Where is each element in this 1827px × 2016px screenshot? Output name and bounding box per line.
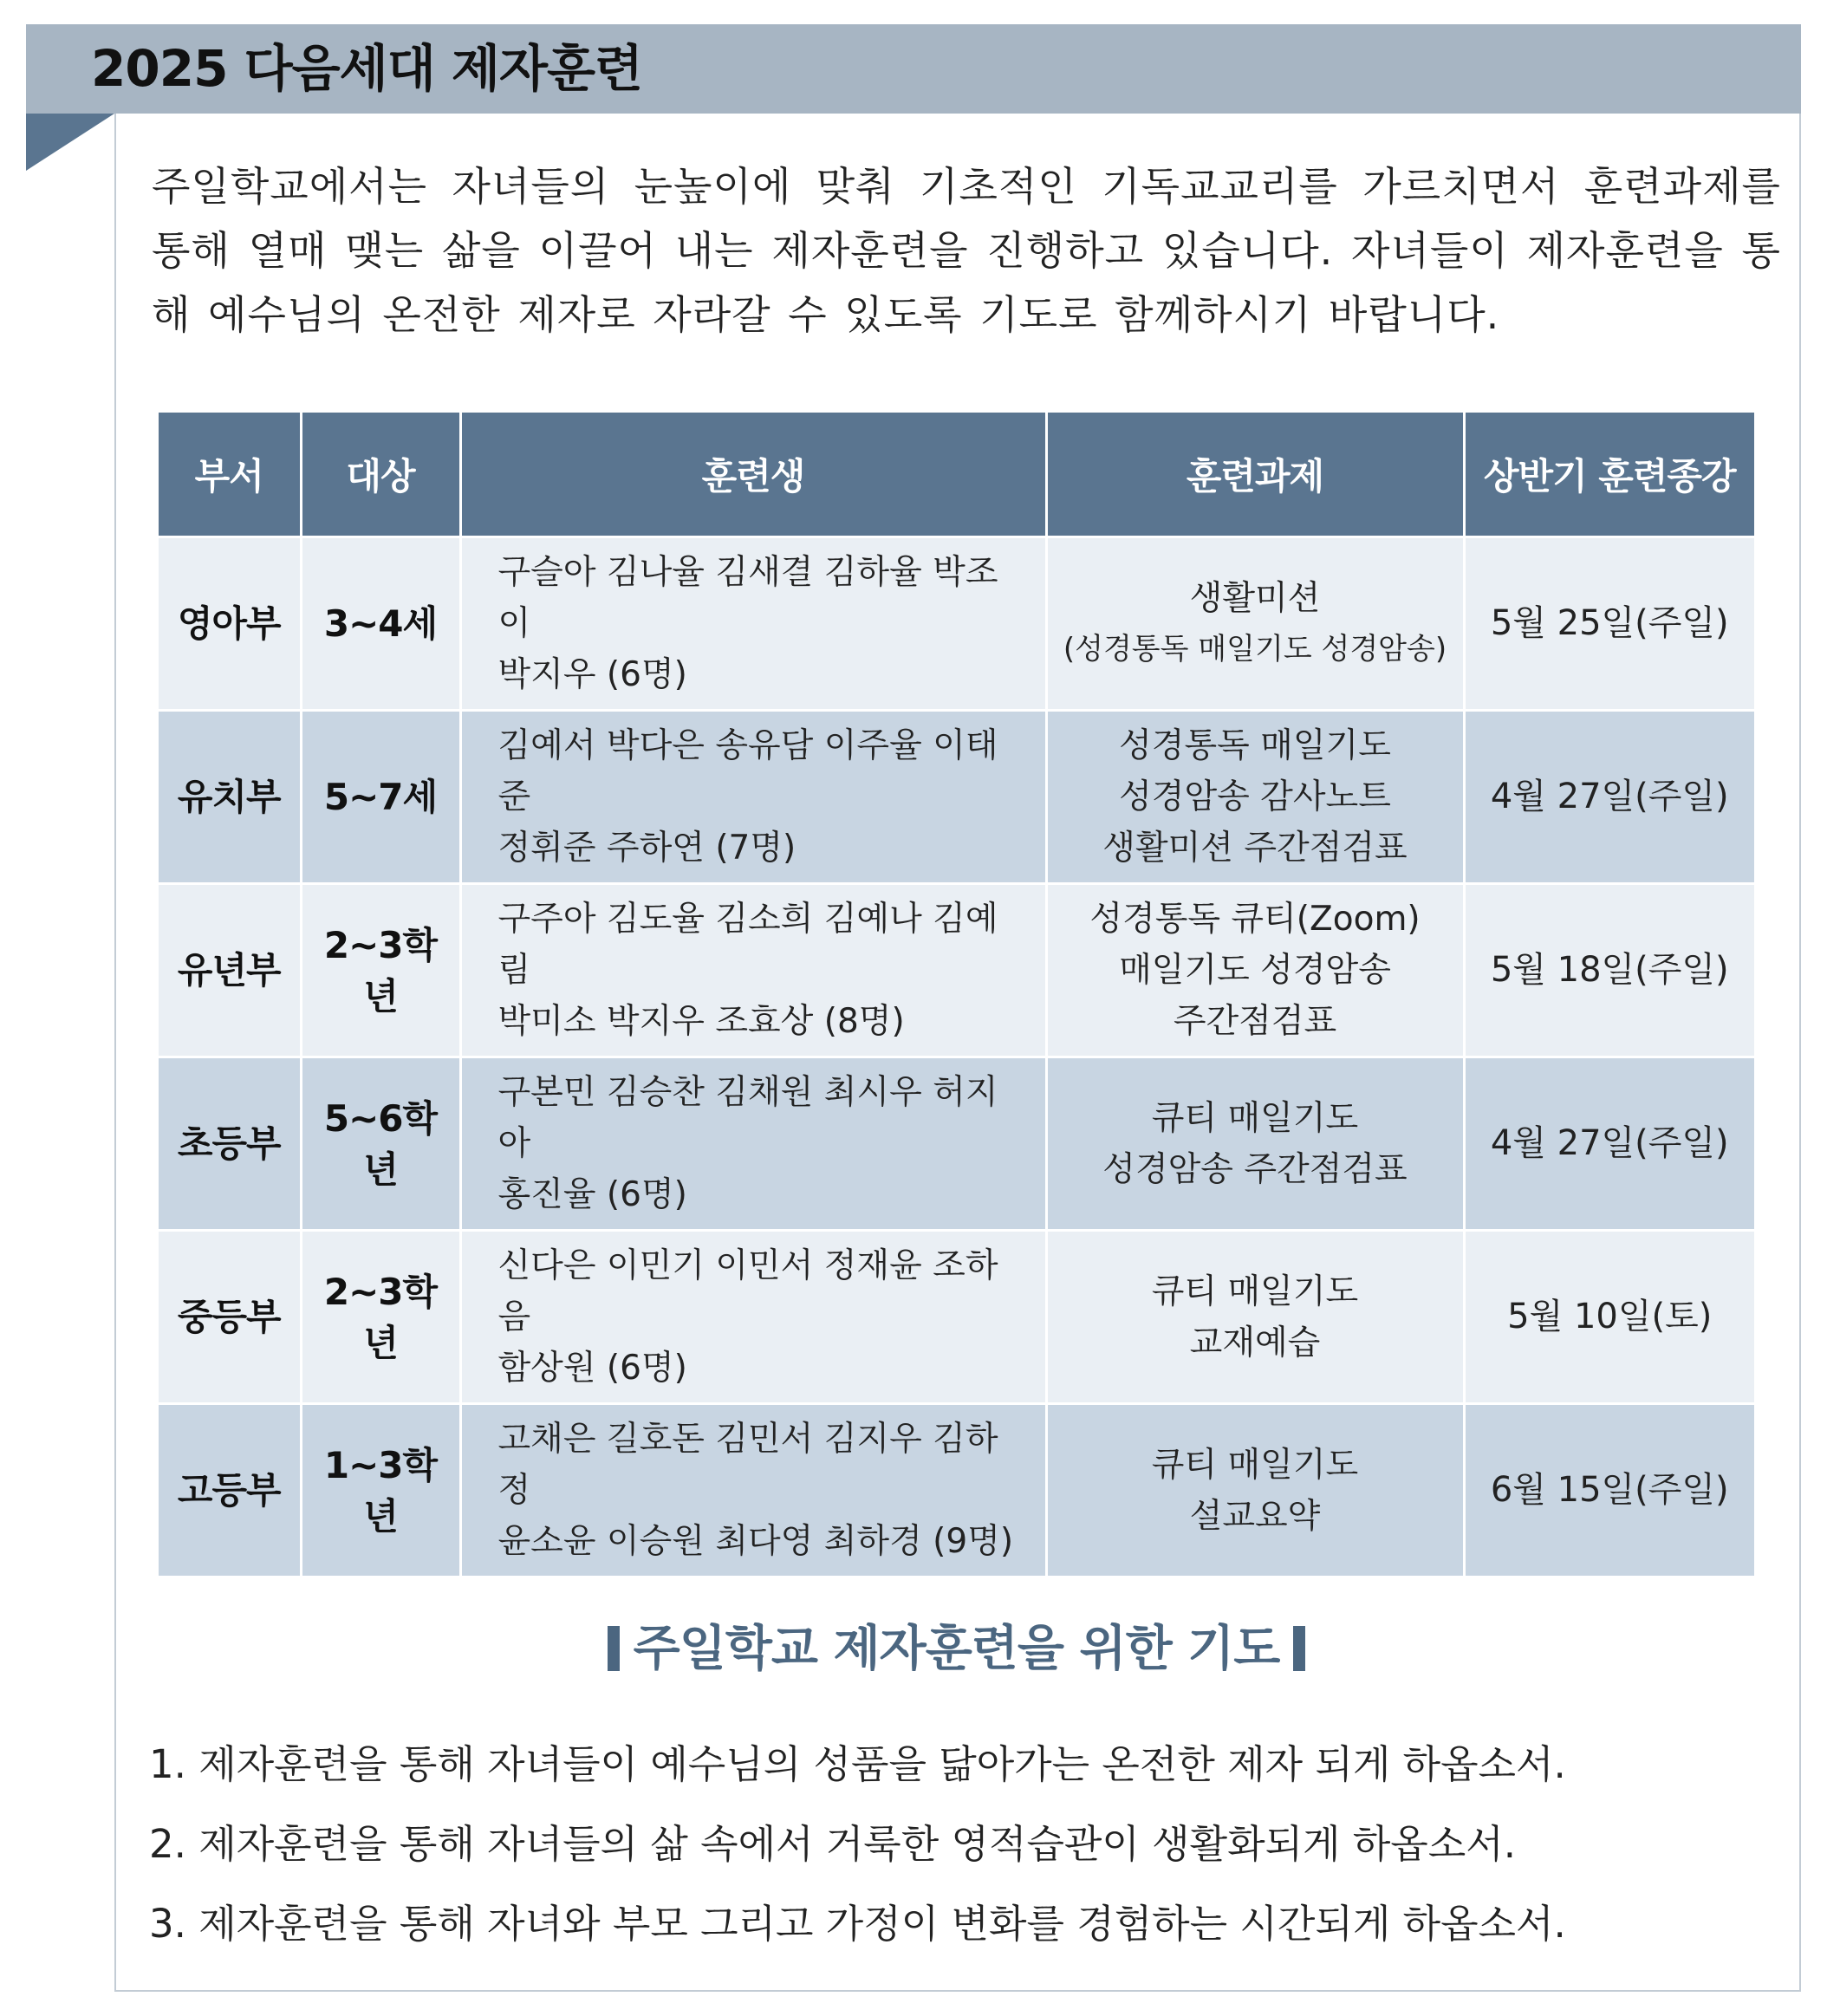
prayer-item: 3. 제자훈련을 통해 자녀와 부모 그리고 가정이 변화를 경험하는 시간되게 하옵소서.: [149, 1901, 1566, 1947]
cell-age: 1~3학년: [301, 1404, 460, 1577]
students-line: 정휘준 주하연 (7명): [497, 829, 796, 868]
task-line: 성경암송 감사노트: [1119, 777, 1391, 816]
students-line: 함상원 (6명): [497, 1349, 687, 1388]
cell-end-date: 4월 27일(주일): [1464, 711, 1754, 884]
training-table: [159, 413, 1754, 1576]
students-line: 박미소 박지우 조효상 (8명): [497, 1002, 905, 1041]
task-line: 생활미션 주간점검표: [1102, 829, 1408, 868]
header-end-date: 상반기 훈련종강: [1464, 413, 1754, 537]
cell-dept: 초등부: [159, 1057, 301, 1231]
task-line: 생활미션: [1189, 578, 1321, 618]
intro-paragraph: 주일학교에서는 자녀들의 눈높이에 맞춰 기초적인 기독교교리를 가르치면서 훈련과제를 통해 열매 맺는 삶을 이끌어 내는 제자훈련을 진행하고 있습니다. 자녀들이 제자훈련을 통해 예수님의 온전한 제자로 자라갈 수 있도록 기도로 함께하시기 바랍니다.: [152, 163, 1781, 338]
cell-dept: 중등부: [159, 1231, 301, 1404]
task-line: 큐티 매일기도: [1151, 1271, 1359, 1311]
cell-dept: 영아부: [159, 537, 301, 711]
cell-end-date: 5월 10일(토): [1464, 1231, 1754, 1404]
cell-task: [1046, 537, 1464, 711]
prayer-item: 2. 제자훈련을 통해 자녀들의 삶 속에서 거룩한 영적습관이 생활화되게 하옵소서.: [149, 1821, 1517, 1867]
task-line: 성경통독 매일기도: [1119, 726, 1391, 765]
task-line: 교재예습: [1189, 1323, 1321, 1362]
task-line: 설교요약: [1189, 1496, 1321, 1536]
task-line: 성경통독 큐티(Zoom): [1089, 900, 1421, 939]
table-body: [159, 537, 1754, 1577]
title-fold-decoration: [26, 114, 114, 171]
cell-students: [460, 711, 1046, 884]
cell-task: [1046, 711, 1464, 884]
task-line: 주간점검표: [1173, 1002, 1337, 1041]
cell-age: 5~7세: [301, 711, 460, 884]
cell-age: 2~3학년: [301, 1231, 460, 1404]
cell-students: [460, 1404, 1046, 1577]
students-line: 홍진율 (6명): [497, 1175, 687, 1214]
task-note: (성경통독 매일기도 성경암송): [1063, 631, 1447, 667]
task-line: 매일기도 성경암송: [1119, 951, 1391, 990]
cell-task: [1046, 1404, 1464, 1577]
table-row: [159, 1057, 1754, 1231]
cell-age: 3~4세: [301, 537, 460, 711]
students-line: 구본민 김승찬 김채원 최시우 허지아: [497, 1073, 998, 1163]
cell-task: [1046, 1057, 1464, 1231]
cell-students: [460, 537, 1046, 711]
prayer-list: [149, 1725, 1778, 1964]
cell-age: 5~6학년: [301, 1057, 460, 1231]
cell-end-date: 4월 27일(주일): [1464, 1057, 1754, 1231]
cell-end-date: 5월 18일(주일): [1464, 884, 1754, 1057]
header-age: 대상: [301, 413, 460, 537]
students-line: 신다은 이민기 이민서 정재윤 조하음: [497, 1246, 998, 1336]
cell-students: [460, 1057, 1046, 1231]
title-band: [26, 24, 1801, 114]
page-title: 2025 다음세대 제자훈련: [91, 39, 643, 98]
cell-dept: 유치부: [159, 711, 301, 884]
header-task: 훈련과제: [1046, 413, 1464, 537]
table-row: [159, 1404, 1754, 1577]
cell-dept: 고등부: [159, 1404, 301, 1577]
task-line: 큐티 매일기도: [1151, 1098, 1359, 1138]
cell-students: [460, 1231, 1046, 1404]
students-line: 구주아 김도율 김소희 김예나 김예림: [497, 900, 998, 990]
table-row: [159, 1231, 1754, 1404]
cell-end-date: 5월 25일(주일): [1464, 537, 1754, 711]
header-dept: 부서: [159, 413, 301, 537]
cell-age: 2~3학년: [301, 884, 460, 1057]
students-line: 고채은 길호돈 김민서 김지우 김하정: [497, 1420, 998, 1510]
header-students: 훈련생: [460, 413, 1046, 537]
table-row: [159, 884, 1754, 1057]
task-line: 성경암송 주간점검표: [1102, 1149, 1408, 1189]
table-row: [159, 711, 1754, 884]
prayer-heading-bar-left: [608, 1626, 620, 1671]
prayer-heading: [159, 1610, 1754, 1688]
students-line: 김예서 박다은 송유담 이주율 이태준: [497, 726, 998, 816]
table-header-row: [159, 413, 1754, 537]
cell-dept: 유년부: [159, 884, 301, 1057]
task-line: 큐티 매일기도: [1151, 1445, 1359, 1485]
students-line: 박지우 (6명): [497, 655, 687, 694]
prayer-heading-bar-right: [1293, 1626, 1305, 1671]
students-line: 구슬아 김나율 김새결 김하율 박조이: [497, 553, 998, 643]
cell-end-date: 6월 15일(주일): [1464, 1404, 1754, 1577]
prayer-heading-text: 주일학교 제자훈련을 위한 기도: [633, 1621, 1280, 1677]
table-row: [159, 537, 1754, 711]
students-line: 윤소윤 이승원 최다영 최하경 (9명): [497, 1522, 1014, 1561]
cell-task: [1046, 1231, 1464, 1404]
cell-task: [1046, 884, 1464, 1057]
prayer-item: 1. 제자훈련을 통해 자녀들이 예수님의 성품을 닮아가는 온전한 제자 되게 하옵소서.: [149, 1741, 1566, 1787]
cell-students: [460, 884, 1046, 1057]
